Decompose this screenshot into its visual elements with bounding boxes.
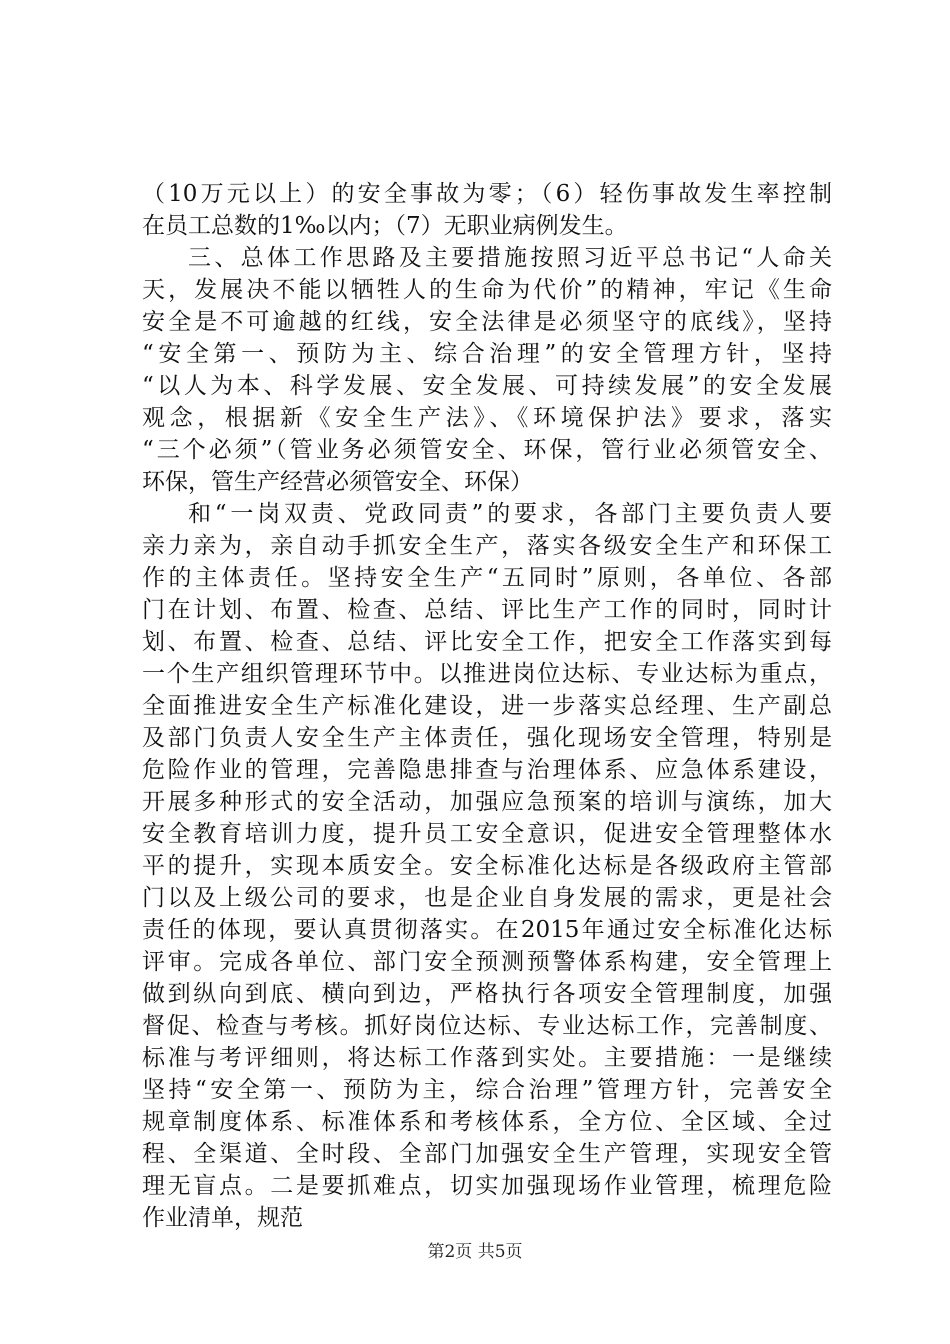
text-line: 在员工总数的1‰以内；（7）无职业病例发生。 <box>142 213 628 239</box>
text-line: 环保，管生产经营必须管安全、环保） <box>142 469 533 495</box>
text-line: 观念，根据新《安全生产法》、《环境保护法》要求，落实 <box>142 405 832 431</box>
text-line: 天，发展决不能以牺牲人的生命为代价”的精神，牢记《生命 <box>142 277 832 303</box>
text-line: 全面推进安全生产标准化建设，进一步落实总经理、生产副总 <box>142 693 832 719</box>
text-line: 程、全渠道、全时段、全部门加强安全生产管理，实现安全管 <box>142 1141 832 1167</box>
text-line: 和“一岗双责、党政同责”的要求，各部门主要负责人要 <box>188 501 832 527</box>
text-line: 坚持“安全第一、预防为主，综合治理”管理方针，完善安全 <box>142 1077 832 1103</box>
text-line: 安全是不可逾越的红线，安全法律是必须坚守的底线》，坚持 <box>142 309 832 335</box>
page-footer: 第2页 共5页 <box>427 1242 523 1262</box>
text-line: 理无盲点。二是要抓难点，切实加强现场作业管理，梳理危险 <box>142 1173 832 1199</box>
text-line: 督促、检查与考核。抓好岗位达标、专业达标工作，完善制度、 <box>142 1013 832 1039</box>
text-line: 危险作业的管理，完善隐患排查与治理体系、应急体系建设， <box>142 757 832 783</box>
text-line: （10万元以上）的安全事故为零；（6）轻伤事故发生率控制 <box>142 181 832 207</box>
text-line: 作的主体责任。坚持安全生产“五同时”原则，各单位、各部 <box>142 565 832 591</box>
text-line: 作业清单，规范 <box>142 1205 303 1231</box>
text-line: 规章制度体系、标准体系和考核体系，全方位、全区域、全过 <box>142 1109 832 1135</box>
text-line: 门在计划、布置、检查、总结、评比生产工作的同时，同时计 <box>142 597 832 623</box>
text-line: 责任的体现，要认真贯彻落实。在2015年通过安全标准化达标 <box>142 917 832 943</box>
text-line: 亲力亲为，亲自动手抓安全生产，落实各级安全生产和环保工 <box>142 533 832 559</box>
text-line: “三个必须”（管业务必须管安全、环保，管行业必须管安全、 <box>142 437 832 463</box>
text-line: 开展多种形式的安全活动，加强应急预案的培训与演练，加大 <box>142 789 832 815</box>
text-line: 三、总体工作思路及主要措施按照习近平总书记“人命关 <box>188 245 832 271</box>
text-line: 划、布置、检查、总结、评比安全工作，把安全工作落实到每 <box>142 629 832 655</box>
text-line: “安全第一、预防为主、综合治理”的安全管理方针，坚持 <box>142 341 832 367</box>
text-line: 安全教育培训力度，提升员工安全意识，促进安全管理整体水 <box>142 821 832 847</box>
text-line: “以人为本、科学发展、安全发展、可持续发展”的安全发展 <box>142 373 832 399</box>
text-line: 及部门负责人安全生产主体责任，强化现场安全管理，特别是 <box>142 725 832 751</box>
text-line: 一个生产组织管理环节中。以推进岗位达标、专业达标为重点， <box>142 661 832 687</box>
document-body <box>142 178 832 1234</box>
text-line: 评审。完成各单位、部门安全预测预警体系构建，安全管理上 <box>142 949 832 975</box>
text-line: 标准与考评细则，将达标工作落到实处。主要措施：一是继续 <box>142 1045 832 1071</box>
text-line: 门以及上级公司的要求，也是企业自身发展的需求，更是社会 <box>142 885 832 911</box>
text-line: 平的提升，实现本质安全。安全标准化达标是各级政府主管部 <box>142 853 832 879</box>
text-line: 做到纵向到底、横向到边，严格执行各项安全管理制度，加强 <box>142 981 832 1007</box>
